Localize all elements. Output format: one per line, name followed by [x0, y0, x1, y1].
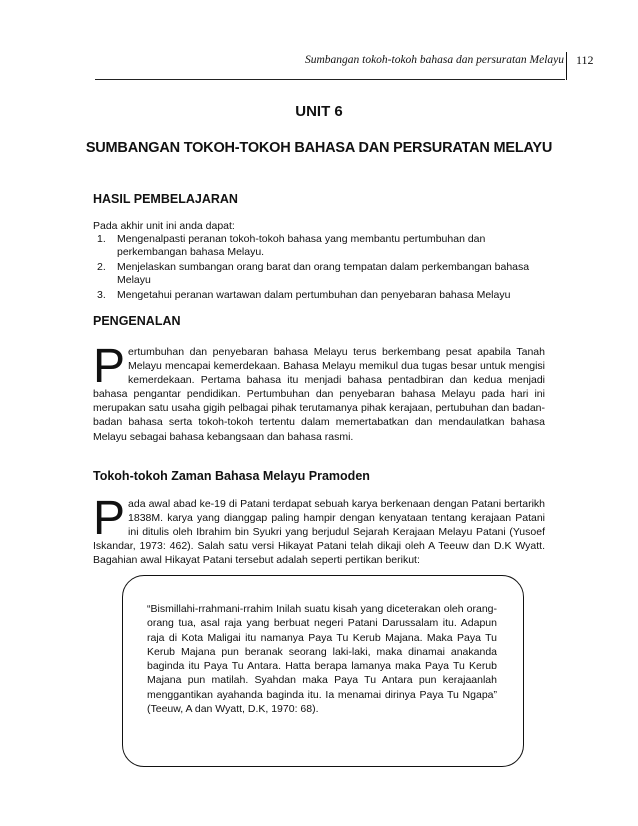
introduction-text: ertumbuhan dan penyebaran bahasa Melayu terus berkembang pesat apabila Tanah Melayu mencapai kemerdekaan. Bahasa Melayu memikul dua tugas besar untuk mengisi kemerdekaan. Pertama bahasa itu menjadi bahasa pentadbiran dan kedua menjadi bahasa pengantar pendidikan. Pertumbuhan dan penyebaran bahasa Melayu pada hari ini merupakan satu usaha gigih pelbagai pihak terutamanya pihak kerajaan, pertubuhan dan badan-badan bahasa serta tokoh-tokoh tertentu dalam memertabatkan dan mendaulatkan bahasa Melayu sebagai bahasa kebangsaan dan bahasa rasmi. — [93, 346, 545, 443]
dropcap: P — [93, 340, 126, 393]
premodern-text: ada awal abad ke-19 di Patani terdapat sebuah karya berkenaan dengan Patani bertarikh 1838M. karya yang dianggap paling hampir dengan kenyataan tentang kerajaan Patani ini ditulis oleh Ibrahim bin Syukri yang berjudul Sejarah Kerajaan Melayu Patani (Yusoef Iskandar, 1973: 462). Salah satu versi Hikayat Patani telah dikaji oleh A Teeuw dan D.K Wyatt. Bagahian awal Hikayat Patani tersebut adalah seperti pertikan berikut: — [93, 498, 545, 567]
list-item-text: Mengetahui peranan wartawan dalam pertumbuhan dan penyebaran bahasa Melayu — [117, 289, 511, 301]
list-item-text: Menjelaskan sumbangan orang barat dan orang tempatan dalam perkembangan bahasa Melayu — [117, 261, 530, 286]
list-item — [93, 233, 553, 259]
learning-outcomes-heading: HASIL PEMBELAJARAN — [93, 192, 238, 206]
list-item-number: 1. — [97, 233, 106, 245]
learning-outcomes-intro: Pada akhir unit ini anda dapat: — [93, 220, 235, 232]
premodern-paragraph — [93, 492, 545, 567]
introduction-paragraph — [93, 340, 545, 444]
dropcap: P — [93, 492, 126, 545]
running-header: Sumbangan tokoh-tokoh bahasa dan persuratan Melayu — [304, 54, 564, 66]
page-number: 112 — [566, 52, 606, 80]
list-item-number: 3. — [97, 289, 106, 301]
list-item — [93, 289, 553, 302]
list-item-text: Mengenalpasti peranan tokoh-tokoh bahasa yang membantu pertumbuhan dan perkembangan bahasa Melayu. — [117, 233, 486, 258]
unit-title: UNIT 6 — [295, 103, 343, 120]
premodern-heading: Tokoh-tokoh Zaman Bahasa Melayu Pramoden — [93, 469, 370, 483]
header-rule — [95, 79, 565, 80]
list-item — [93, 261, 553, 287]
chapter-title: SUMBANGAN TOKOH-TOKOH BAHASA DAN PERSURATAN MELAYU — [85, 140, 553, 156]
quote-text: “Bismillahi-rrahmani-rrahim Inilah suatu kisah yang diceterakan oleh orang-orang tua, asal raja yang berbuat negeri Patani Darussalam itu. Adapun raja di Kota Maligai itu namanya Paya Tu Kerub Majana. Maka Paya Tu Kerub Majana pun beranak seorang laki-laki, maka dinamai anakanda baginda itu Paya Tu Antara. Hatta berapa lamanya maka Paya Tu Kerub Majana pun matilah. Syahdan maka Paya Tu Antara pun kerajaanlah menggantikan ayahanda baginda itu. Ia menamai dirinya Paya Tu Ngapa” (Teeuw, A dan Wyatt, D.K, 1970: 68). — [147, 603, 497, 716]
learning-outcomes-list — [93, 233, 553, 304]
introduction-heading: PENGENALAN — [93, 314, 181, 328]
list-item-number: 2. — [97, 261, 106, 273]
